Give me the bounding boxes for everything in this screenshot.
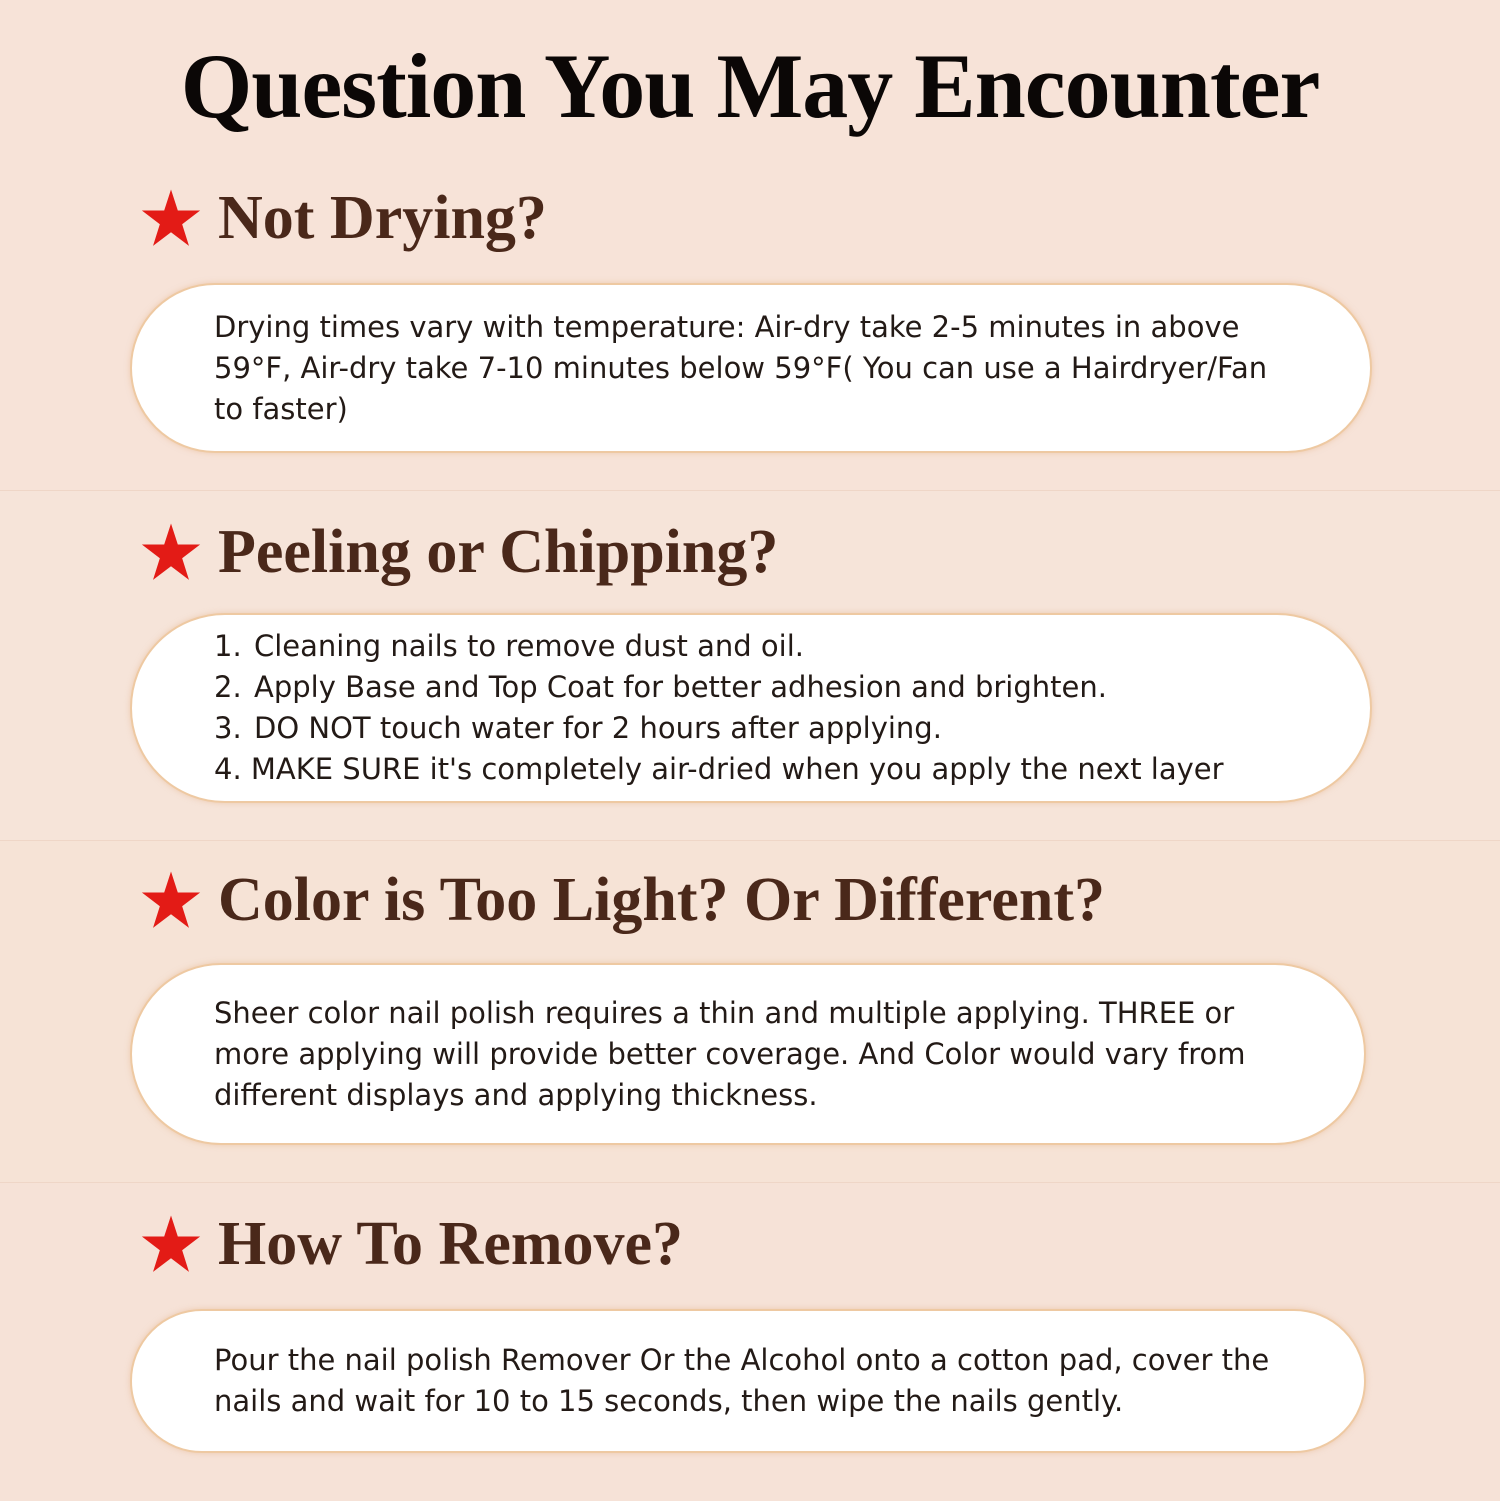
answer-text: Drying times vary with temperature: Air-dry take 2-5 minutes in above 59°F, Air-dry take 7-10 minutes below 59°F( You can use a Hairdryer/Fan to faster) [214,309,1268,426]
section-heading-text: Color is Too Light? Or Different? [218,865,1105,934]
list-item: 4. MAKE SURE it's completely air-dried when you apply the next layer [214,752,1224,786]
list-item: 2. Apply Base and Top Coat for better adhesion and brighten. [214,670,1107,704]
answer-card-peeling [130,613,1372,803]
tips-list [214,626,1310,790]
answer-card-remove [130,1309,1366,1453]
list-item: 1. Cleaning nails to remove dust and oil. [214,629,804,663]
section-heading-color [140,860,1105,940]
section-heading-text: Peeling or Chipping? [218,517,779,586]
answer-text: Sheer color nail polish requires a thin and multiple applying. THREE or more applying will provide better coverage. And Color would vary from different displays and applying thickness. [214,995,1246,1112]
section-heading-text: How To Remove? [218,1209,683,1278]
star-icon [140,521,202,583]
star-icon [140,1213,202,1275]
section-heading-not-drying [140,178,547,258]
answer-card-not-drying [130,283,1372,453]
section-heading-remove [140,1204,683,1284]
answer-text: Pour the nail polish Remover Or the Alcohol onto a cotton pad, cover the nails and wait for 10 to 15 seconds, then wipe the nails gently. [214,1343,1270,1418]
page-title: Question You May Encounter [180,35,1320,137]
star-icon [140,187,202,249]
star-icon [140,869,202,931]
answer-card-color [130,963,1366,1145]
list-item: 3. DO NOT touch water for 2 hours after applying. [214,711,942,745]
section-heading-text: Not Drying? [218,183,547,252]
section-heading-peeling [140,512,778,592]
